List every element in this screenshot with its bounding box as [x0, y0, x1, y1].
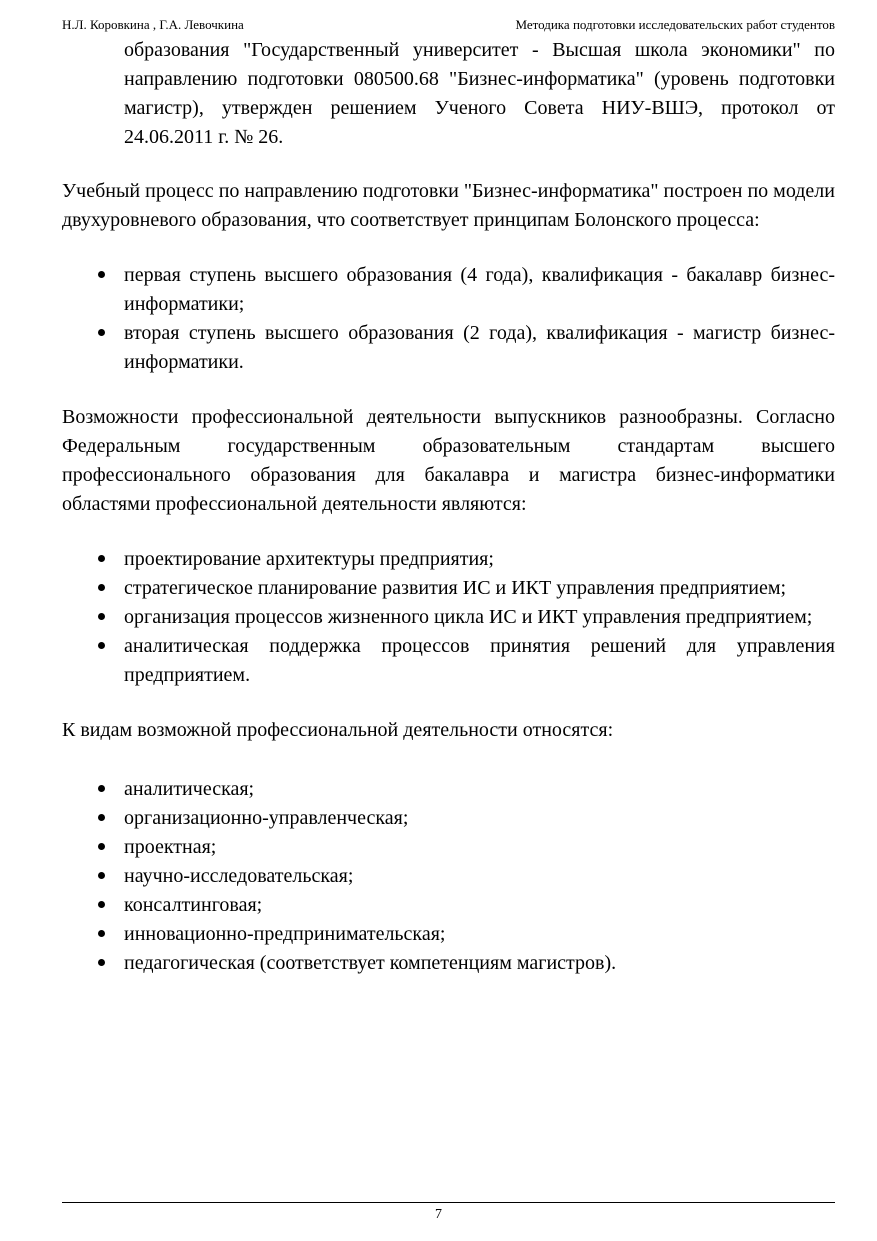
list-item — [62, 920, 835, 949]
kinds-paragraph: К видам возможной профессиональной деятельности относятся: — [62, 719, 614, 741]
list-item — [62, 891, 835, 920]
list-item-text: организация процессов жизненного цикла ИС и ИКТ управления предприятием; — [124, 606, 813, 628]
bullet-icon — [98, 555, 105, 562]
process-paragraph: Учебный процесс по направлению подготовки "Бизнес-информатика" построен по модели двухуровневого образования, что соответствует принципам Болонского процесса: — [62, 180, 835, 231]
list-item-text: педагогическая (соответствует компетенциям магистров). — [124, 952, 617, 974]
bullet-icon — [98, 329, 105, 336]
levels-list — [62, 261, 835, 377]
bullet-icon — [98, 901, 105, 908]
list-item-text: проектирование архитектуры предприятия; — [124, 548, 494, 570]
list-item — [62, 804, 835, 833]
list-item — [62, 833, 835, 862]
list-item-text: консалтинговая; — [124, 894, 263, 916]
bullet-icon — [98, 642, 105, 649]
list-item-text: научно-исследовательская; — [124, 865, 354, 887]
opportunities-paragraph: Возможности профессиональной деятельности выпускников разнообразны. Согласно Федеральным государственным образовательным стандартам высшего профессионального образования для бакалавра и магистра бизнес-информатики областями профессиональной деятельности являются: — [62, 406, 835, 515]
list-item — [62, 949, 835, 978]
list-item-text: проектная; — [124, 836, 217, 858]
list-item-text: аналитическая поддержка процессов принятия решений для управления предприятием. — [124, 635, 835, 686]
list-item-text: вторая ступень высшего образования (2 года), квалификация - магистр бизнес-информатики. — [124, 322, 835, 373]
continuation-paragraph: образования "Государственный университет - Высшая школа экономики" по направлению подготовки 080500.68 "Бизнес-информатика" (уровень подготовки магистр), утвержден решением Ученого Совета НИУ-ВШЭ, протокол от 24.06.2011 г. № 26. — [124, 39, 835, 148]
page-body — [62, 36, 835, 978]
header-authors: Н.Л. Коровкина , Г.А. Левочкина — [62, 17, 244, 32]
areas-list — [62, 545, 835, 690]
list-item — [62, 574, 835, 603]
list-item-text: инновационно-предпринимательская; — [124, 923, 446, 945]
bullet-icon — [98, 872, 105, 879]
bullet-icon — [98, 843, 105, 850]
list-item-text: аналитическая; — [124, 778, 255, 800]
bullet-icon — [98, 930, 105, 937]
list-item — [62, 862, 835, 891]
bullet-icon — [98, 785, 105, 792]
list-item — [62, 775, 835, 804]
list-item — [62, 632, 835, 690]
bullet-icon — [98, 271, 105, 278]
page-header — [62, 16, 835, 34]
list-item-text: организационно-управленческая; — [124, 807, 409, 829]
list-item-text: первая ступень высшего образования (4 года), квалификация - бакалавр бизнес-информатики; — [124, 264, 835, 315]
list-item — [62, 261, 835, 319]
header-title: Методика подготовки исследовательских работ студентов — [515, 17, 835, 32]
bullet-icon — [98, 959, 105, 966]
footer-divider — [62, 1202, 835, 1203]
bullet-icon — [98, 613, 105, 620]
bullet-icon — [98, 814, 105, 821]
page-number: 7 — [435, 1207, 442, 1222]
list-item-text: стратегическое планирование развития ИС и ИКТ управления предприятием; — [124, 577, 787, 599]
bullet-icon — [98, 584, 105, 591]
list-item — [62, 603, 835, 632]
list-item — [62, 319, 835, 377]
list-item — [62, 545, 835, 574]
activities-list — [62, 775, 835, 978]
